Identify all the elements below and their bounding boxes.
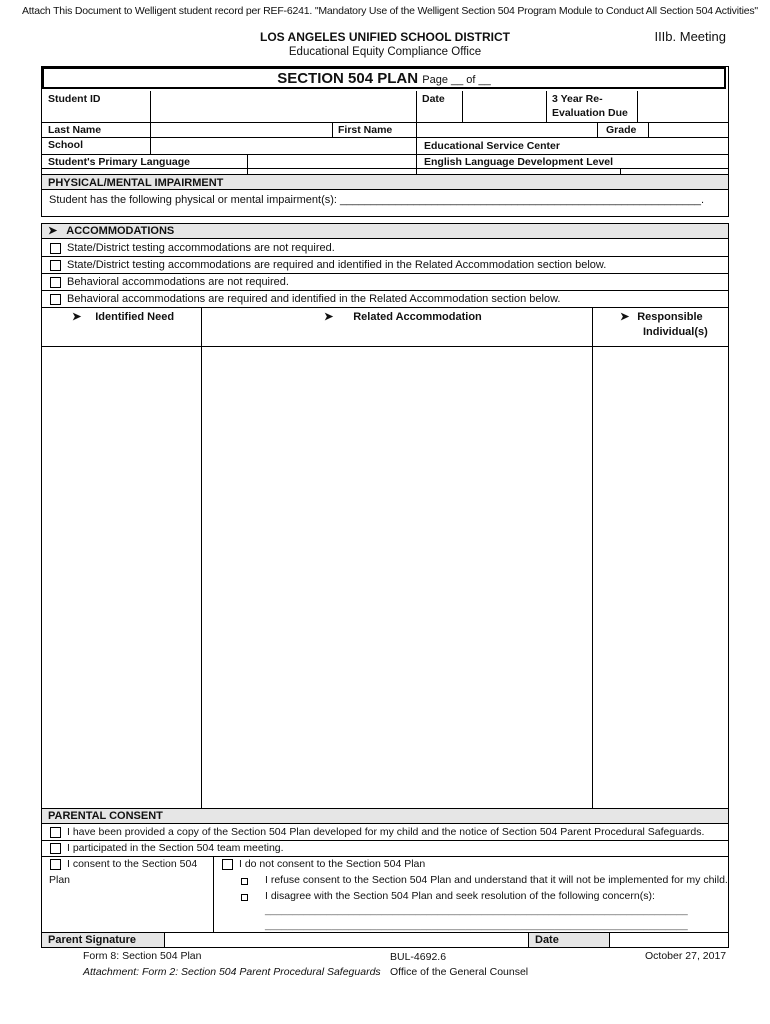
arrow-right-icon: ➤: [48, 225, 58, 237]
testing-not-required-label: State/District testing accommodations are not required.: [67, 242, 335, 254]
behavioral-required-label: Behavioral accommodations are required and identified in the Related Accommodation section below.: [67, 293, 561, 305]
first-name-field[interactable]: [418, 123, 596, 136]
school-field[interactable]: [152, 138, 414, 153]
testing-not-required-checkbox[interactable]: [50, 243, 61, 254]
refuse-checkbox[interactable]: [241, 878, 248, 885]
reeval-field[interactable]: [639, 92, 727, 121]
signature-date-field[interactable]: [610, 933, 727, 947]
footer-bulletin: BUL-4692.6: [390, 951, 447, 963]
signature-date-label: Date: [529, 933, 609, 947]
refuse-label: I refuse consent to the Section 504 Plan and understand that it will not be implemented for my child.: [265, 874, 728, 886]
responsible-label-1: Responsible: [637, 311, 703, 323]
footer-date: October 27, 2017: [645, 950, 727, 962]
school-label: School: [48, 139, 84, 151]
behavioral-required-checkbox[interactable]: [50, 294, 61, 305]
date-label: Date: [422, 93, 445, 105]
disagree-label: I disagree with the Section 504 Plan and seek resolution of the following concern(s):: [265, 890, 655, 902]
responsible-label-2: Individual(s): [643, 326, 708, 338]
grade-field[interactable]: [650, 123, 726, 136]
testing-required-label: State/District testing accommodations are required and identified in the Related Accommodation section below.: [67, 259, 607, 271]
last-name-field[interactable]: [152, 123, 330, 136]
behavioral-not-required-label: Behavioral accommodations are not required.: [67, 276, 289, 288]
identified-need-area[interactable]: [43, 348, 200, 807]
parent-signature-field[interactable]: [166, 933, 527, 947]
footer-form: Form 8: Section 504 Plan: [83, 950, 202, 962]
esc-label: Educational Service Center: [424, 140, 560, 152]
primary-language-label: Student's Primary Language: [48, 156, 190, 168]
copy-provided-label: I have been provided a copy of the Section 504 Plan developed for my child and the notice of Section 504 Parent Procedural Safeguards.: [67, 826, 705, 838]
accommodations-heading-label: ACCOMMODATIONS: [66, 225, 175, 237]
form-frame: [41, 66, 729, 948]
not-consent-checkbox[interactable]: [222, 859, 233, 870]
accommodations-heading: [42, 224, 728, 239]
last-name-label: Last Name: [48, 124, 102, 136]
page-count: Page __ of __: [422, 74, 491, 86]
concern-line-2[interactable]: ____________________________________________________________________________: [265, 920, 688, 931]
participated-label: I participated in the Section 504 team meeting.: [67, 842, 284, 854]
impairment-heading: PHYSICAL/MENTAL IMPAIRMENT: [42, 174, 728, 190]
footer-office: Office of the General Counsel: [390, 966, 529, 978]
testing-required-checkbox[interactable]: [50, 260, 61, 271]
responsible-area[interactable]: [594, 348, 727, 807]
first-name-label: First Name: [338, 124, 393, 136]
eld-label: English Language Development Level: [424, 156, 614, 168]
date-field[interactable]: [464, 92, 544, 121]
identified-need-label: Identified Need: [95, 311, 175, 323]
consent-label-2: Plan: [49, 874, 71, 886]
reeval-label-1: 3 Year Re-: [552, 93, 603, 105]
consent-heading: PARENTAL CONSENT: [42, 809, 728, 824]
related-accommodation-header: [324, 310, 482, 323]
reeval-label-2: Evaluation Due: [552, 107, 628, 119]
form-title-main: SECTION 504 PLAN: [277, 70, 419, 87]
related-accommodation-label: Related Accommodation: [353, 311, 482, 323]
disagree-checkbox[interactable]: [241, 894, 248, 901]
grade-label: Grade: [606, 124, 637, 136]
related-accommodation-area[interactable]: [203, 348, 591, 807]
concern-line-1[interactable]: ____________________________________________________________________________: [265, 905, 688, 916]
footer-attachment: Attachment: Form 2: Section 504 Parent Procedural Safeguards: [83, 966, 381, 978]
parent-signature-label: Parent Signature: [42, 933, 164, 947]
not-consent-label: I do not consent to the Section 504 Plan: [239, 858, 426, 870]
impairment-text[interactable]: Student has the following physical or mental impairment(s): ___________________________________________________________.: [49, 194, 705, 206]
arrow-right-icon: ➤: [324, 311, 334, 323]
meeting-label: IIIb. Meeting: [654, 29, 726, 44]
office-name: Educational Equity Compliance Office: [288, 46, 482, 58]
consent-label-1: I consent to the Section 504: [67, 858, 198, 870]
student-id-label: Student ID: [48, 93, 101, 105]
top-note: Attach This Document to Welligent student record per REF-6241. "Mandatory Use of the Welligent Section 504 Program Module to Conduct All Section 504 Activities": [22, 5, 758, 17]
behavioral-not-required-checkbox[interactable]: [50, 277, 61, 288]
student-id-field[interactable]: [152, 92, 414, 121]
arrow-right-icon: ➤: [620, 311, 630, 323]
responsible-header: [620, 310, 703, 323]
identified-need-header: [72, 310, 174, 323]
consent-checkbox[interactable]: [50, 859, 61, 870]
primary-language-field[interactable]: [249, 155, 414, 167]
arrow-right-icon: ➤: [72, 311, 82, 323]
copy-provided-checkbox[interactable]: [50, 827, 61, 838]
participated-checkbox[interactable]: [50, 843, 61, 854]
form-title: [42, 67, 726, 89]
district-name: LOS ANGELES UNIFIED SCHOOL DISTRICT: [259, 30, 510, 44]
